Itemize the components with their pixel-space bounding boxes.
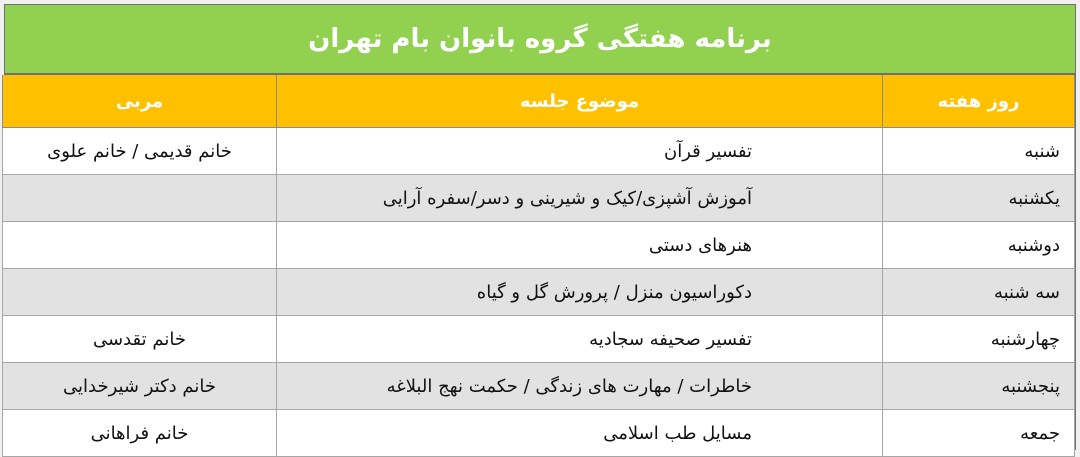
day-cell: چهارشنبه	[883, 316, 1075, 363]
table-row	[3, 410, 1075, 457]
topic-cell: هنرهای دستی	[277, 222, 883, 269]
header-day: روز هفته	[883, 75, 1075, 128]
topic-cell: تفسیر قرآن	[277, 128, 883, 175]
table-row	[3, 175, 1075, 222]
topic-cell: دکوراسیون منزل / پرورش گل و گیاه	[277, 269, 883, 316]
schedule-sheet	[4, 4, 1076, 450]
header-topic: موضوع جلسه	[277, 75, 883, 128]
day-cell: جمعه	[883, 410, 1075, 457]
coach-cell	[3, 222, 277, 269]
header-row	[3, 75, 1075, 128]
topic-cell: مسایل طب اسلامی	[277, 410, 883, 457]
topic-cell: خاطرات / مهارت های زندگی / حکمت نهج البلاغه	[277, 363, 883, 410]
table-row	[3, 269, 1075, 316]
header-coach: مربی	[3, 75, 277, 128]
coach-cell: خانم قدیمی / خانم علوی	[3, 128, 277, 175]
day-cell: سه شنبه	[883, 269, 1075, 316]
title-bar	[5, 5, 1075, 75]
schedule-title: برنامه هفتگی گروه بانوان بام تهران	[308, 24, 772, 54]
day-cell: یکشنبه	[883, 175, 1075, 222]
topic-cell: تفسیر صحیفه سجادیه	[277, 316, 883, 363]
coach-cell: خانم فراهانی	[3, 410, 277, 457]
coach-cell: خانم دکتر شیرخدایی	[3, 363, 277, 410]
table-row	[3, 222, 1075, 269]
day-cell: شنبه	[883, 128, 1075, 175]
coach-cell	[3, 269, 277, 316]
schedule-table	[2, 75, 1075, 457]
table-row	[3, 128, 1075, 175]
table-row	[3, 316, 1075, 363]
coach-cell: خانم تقدسی	[3, 316, 277, 363]
coach-cell	[3, 175, 277, 222]
table-row	[3, 363, 1075, 410]
day-cell: پنجشنبه	[883, 363, 1075, 410]
day-cell: دوشنبه	[883, 222, 1075, 269]
topic-cell: آموزش آشپزی/کیک و شیرینی و دسر/سفره آرایی	[277, 175, 883, 222]
